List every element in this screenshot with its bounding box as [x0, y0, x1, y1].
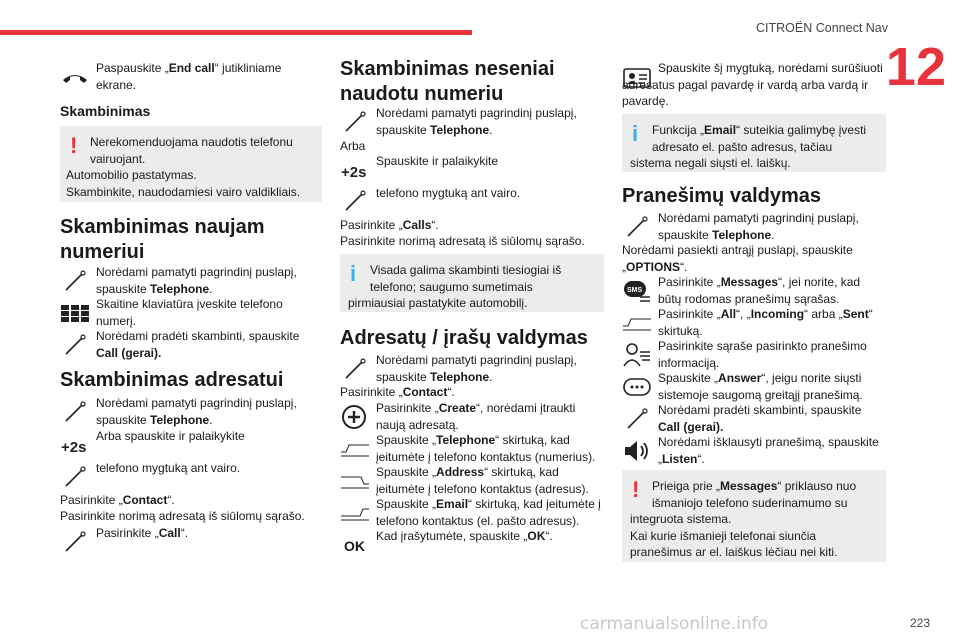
recent-step-2: Spauskite ir palaikykite: [376, 154, 499, 168]
new-step-2: Skaitine klaviatūra įveskite telefono numerį.: [96, 297, 283, 328]
ok-icon: OK: [344, 538, 365, 554]
msg-step-8: Norėdami išklausyti pranešimą, spauskite „Listen“.: [658, 435, 879, 466]
contact-step-4: Pasirinkite „Contact“.: [60, 493, 175, 507]
manage-step-5: Spauskite „Address“ skirtuką, kad įeitumėte į telefono kontaktus (adresus).: [376, 465, 589, 496]
msg-step-7: Norėdami pradėti skambinti, spauskite Call (gerai).: [658, 403, 862, 434]
chapter-number: 12: [885, 37, 946, 97]
recent-step-4: Pasirinkite „Calls“.: [340, 218, 439, 232]
recent-step-5: Pasirinkite norimą adresatą iš siūlomų sąrašo.: [340, 234, 585, 248]
recent-or: Arba: [340, 139, 366, 153]
warn2-line-2: integruota sistema.: [630, 512, 732, 526]
warning-line-3: Skambinkite, naudodamiesi vairo valdikliais.: [66, 184, 301, 199]
messages-heading: Pranešimų valdymas: [622, 185, 821, 207]
warn2-line-1: Prieiga prie „Messages“ priklauso nuo išmaniojo telefono suderinamumo su: [652, 479, 857, 510]
info2-line-1: Funkcija „Email“ suteikia galimybę įvesti adresato el. pašto adresus, tačiau: [652, 123, 867, 154]
warning-line-2: Automobilio pastatymas.: [66, 168, 197, 182]
msg-step-2: Norėdami pasiekti antrąjį puslapį, spauskite „OPTIONS“.: [622, 243, 853, 274]
recent-step-1: Norėdami pamatyti pagrindinį puslapį, spauskite Telephone.: [376, 106, 577, 137]
contact-step-2: Arba spauskite ir palaikykite: [96, 429, 245, 443]
warn2-line-3: Kai kurie išmanieji telefonai siunčia pranešimus ar el. laiškus lėčiau nei kiti.: [630, 528, 838, 559]
msg-step-5: Pasirinkite sąraše pasirinkto pranešimo informaciją.: [658, 339, 867, 370]
contact-step-6: Pasirinkite „Call“.: [96, 526, 189, 540]
warning-line-1: Nerekomenduojama naudotis telefonu vairuojant.: [90, 135, 293, 166]
sort-text: Spauskite šį mygtuką, norėdami surūšiuoti adresatus pagal pavardę ir vardą arba vardą ir pavardę.: [622, 61, 883, 108]
recent-step-3: telefono mygtuką ant vairo.: [376, 186, 521, 200]
header-accent-bar: [0, 30, 472, 35]
new-number-heading: Skambinimas naujam numeriui: [60, 216, 265, 263]
info-icon: i: [632, 121, 639, 146]
manage-heading: Adresatų / įrašų valdymas: [340, 327, 588, 349]
info-box-email: [622, 114, 886, 172]
warning-box-messages: [622, 470, 886, 562]
manage-step-6: Spauskite „Email“ skirtuką, kad įeitumėte į telefono kontaktus (el. pašto adresus).: [376, 497, 601, 528]
contact-heading: Skambinimas adresatui: [60, 369, 284, 391]
new-step-1: Norėdami pamatyti pagrindinį puslapį, spauskite Telephone.: [96, 265, 297, 296]
page-number: 223: [909, 616, 930, 630]
manage-step-2: Pasirinkite „Contact“.: [340, 385, 455, 399]
contact-step-3: telefono mygtuką ant vairo.: [96, 461, 241, 475]
watermark: carmanualsonline.info: [580, 614, 769, 634]
manage-step-3: Pasirinkite „Create“, norėdami įtraukti naują adresatą.: [376, 401, 576, 432]
msg-step-1: Norėdami pamatyti pagrindinį puslapį, spauskite Telephone.: [658, 211, 859, 242]
contact-step-5: Pasirinkite norimą adresatą iš siūlomų sąrašo.: [60, 509, 305, 523]
manage-step-7: Kad įrašytumėte, spauskite „OK“.: [376, 529, 553, 543]
end-call-text: Paspauskite „End call“ jutikliniame ekrane.: [96, 61, 282, 92]
info-icon: i: [350, 261, 357, 286]
contact-step-1: Norėdami pamatyti pagrindinį puslapį, spauskite Telephone.: [96, 396, 297, 427]
info2-line-2: sistema negali siųsti el. laiškų.: [630, 156, 791, 170]
warning-icon: !: [632, 477, 640, 502]
new-step-3: Norėdami pradėti skambinti, spauskite Call (gerai).: [96, 329, 300, 360]
svg-text:+2s: +2s: [61, 439, 87, 456]
info-line-2: pirmiausiai pastatykite automobilį.: [348, 296, 528, 310]
brand-title: CITROËN Connect Nav: [756, 21, 888, 35]
svg-text:+2s: +2s: [341, 164, 367, 181]
calling-heading: Skambinimas: [60, 103, 151, 119]
warning-icon: !: [70, 133, 78, 158]
manage-step-4: Spauskite „Telephone“ skirtuką, kad įeitumėte į telefono kontaktus (numerius).: [376, 433, 596, 464]
msg-step-6: Spauskite „Answer“, jeigu norite siųsti sistemoje saugomą greitąjį pranešimą.: [658, 371, 863, 402]
msg-step-3: Pasirinkite „Messages“, jei norite, kad būtų rodomas pranešimų sąrašas.: [658, 275, 861, 306]
info-box-phone: [340, 254, 604, 312]
info-line-1: Visada galima skambinti tiesiogiai iš telefono; saugumo sumetimais: [370, 263, 562, 294]
msg-step-4: Pasirinkite „All“, „Incoming“ arba „Sent“ skirtuką.: [658, 307, 873, 338]
recent-heading: Skambinimas neseniai naudotu numeriu: [340, 58, 555, 105]
warning-box-driving: [60, 126, 322, 202]
manage-step-1: Norėdami pamatyti pagrindinį puslapį, spauskite Telephone.: [376, 353, 577, 384]
svg-text:SMS: SMS: [627, 287, 643, 294]
